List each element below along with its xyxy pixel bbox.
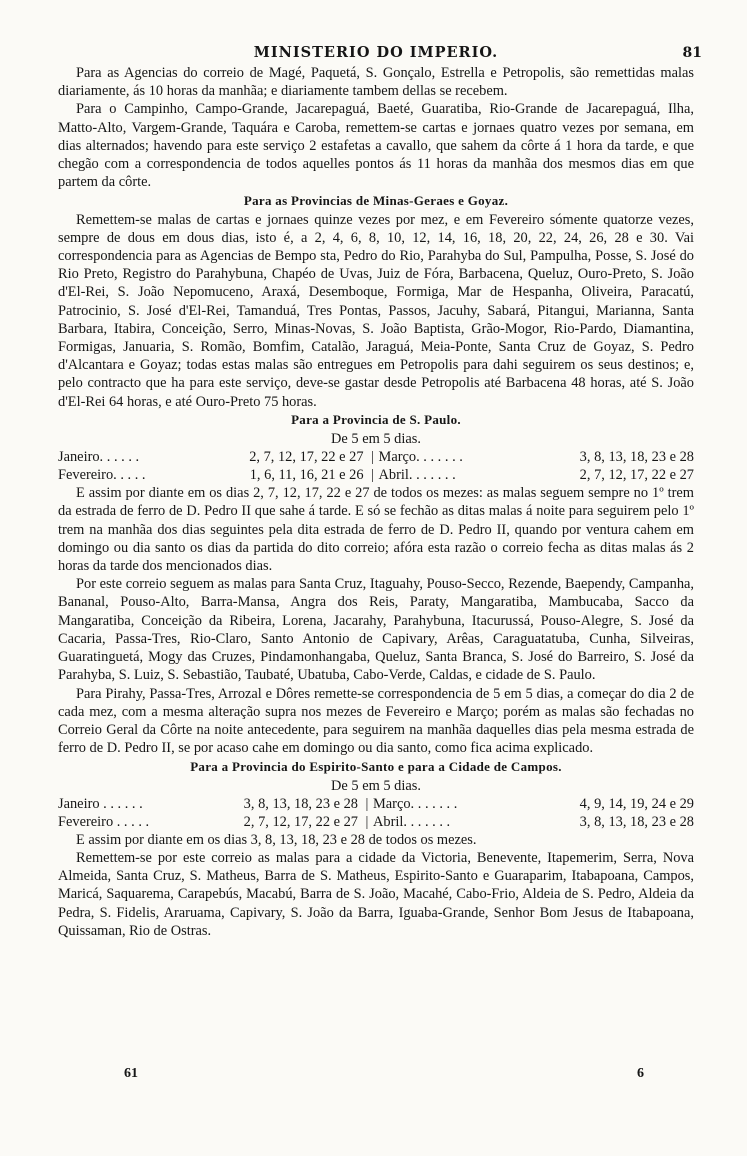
section-heading-minas: Para as Provincias de Minas-Geraes e Goyaz. xyxy=(243,192,509,208)
table-row: Fevereiro . . . . . 2, 7, 12, 17, 22 e 27 | Abril. . . . . . . 3, 8, 13, 18, 23 e 28 xyxy=(58,813,694,830)
section-heading-sao-paulo: Para a Provincia de S. Paulo. xyxy=(291,412,461,428)
table-row: Janeiro . . . . . . 3, 8, 13, 18, 23 e 28 | Março. . . . . . . 4, 9, 14, 19, 24 e 29 xyxy=(58,795,694,812)
paragraph-es-destinations: Remettem-se por este correio as malas para a cidade da Victoria, Benevente, Itapemerim, Serra, Nova Almeida, Santa Cruz, S. Matheus, Barra de S. Matheus, Espirito-Santo e Guaraparim, Itabapoana, Campos, Maricá, Saquarema, Carapebús, Macabú, Barra de S. João, Macahé, Cabo-Frio, Aldeia de S. Pedro, Aldeia da Pedra, S. Fidelis, Araruama, Capivary, S. João da Barra, Iguaba-Grande, Senhor Bom Jesus de Itabapoana, Quissaman, Rio de Ostras. xyxy=(58,849,694,939)
paragraph-campinho: Para o Campinho, Campo-Grande, Jacarepaguá, Baeté, Guaratiba, Rio-Grande de Jacarepaguá, Ilha, Matto-Alto, Vargem-Grande, Taquára e Caroba, remettem-se cartas e jornaes quatro vezes por semana, em dias alternados; havendo para este serviço 2 estafetas a cavallo, que sahem da côrte á 1 hora da tarde, e que chegão com a correspondencia de todos aquelles pontos ás 11 horas da manhãa dos mesmos dias em que partem da côrte. xyxy=(58,101,694,191)
table-row: Janeiro. . . . . . 2, 7, 12, 17, 22 e 27 | Março. . . . . . . 3, 8, 13, 18, 23 e 28 xyxy=(58,449,694,466)
footer-mark: 6 xyxy=(637,1066,644,1081)
table-row: Fevereiro. . . . . 1, 6, 11, 16, 21 e 26 | Abril. . . . . . . 2, 7, 12, 17, 22 e 27 xyxy=(58,467,694,484)
paragraph-sp-destinations: Por este correio seguem as malas para Santa Cruz, Itaguahy, Pouso-Secco, Rezende, Baependy, Campanha, Bananal, Pouso-Alto, Barra-Mansa, Angra dos Reis, Paraty, Mangaratiba, Mambucaba, Sacco da Mangaratiba, Conceição da Ribeira, Lorena, Jacarahy, Parahybuna, Itacurussá, Pouso-Alegre, S. José da Cacaria, Passa-Tres, Rio-Claro, Santo Antonio de Capivary, Arêas, Caraguatatuba, Cunha, Silveiras, Guaratinguetá, Mogy das Cruzes, Pindamonhangaba, Queluz, Santa Branca, S. José do Barreiro, S. José da Parahyba, S. Luiz, S. Sebastião, Taubaté, Ubatuba, Cabo-Verde, Caldas, e cidade de S. Paulo. xyxy=(58,576,694,684)
schedule-caption: De 5 em 5 dias. xyxy=(331,431,421,448)
paragraph-pirahy: Para Pirahy, Passa-Tres, Arrozal e Dôres remette-se correspondencia de 5 em 5 dias, a começar do dia 2 de cada mez, com a mesma alteração supra nos mezes de Fevereiro e Março; porém as malas são fechadas no Correio Geral da Côrte na noite antecedente, para seguirem na manhãa daquelles dias pela mesma estrada de ferro de D. Pedro II, se por acaso cahe em domingo ou dia santo, como fica acima explicado. xyxy=(58,685,694,757)
schedule-caption: De 5 em 5 dias. xyxy=(331,777,421,794)
schedule-table-espirito-santo xyxy=(58,795,694,831)
page-number: 81 xyxy=(682,45,702,61)
running-header xyxy=(58,42,702,64)
section-heading-espirito-santo: Para a Provincia do Espirito-Santo e para a Cidade de Campos. xyxy=(190,758,562,774)
paragraph-agencias: Para as Agencias do correio de Magé, Paquetá, S. Gonçalo, Estrella e Petropolis, são remettidas malas diariamente, ás 10 horas da manhãa; e diariamente tambem dellas se recebem. xyxy=(58,65,694,100)
schedule-table-sao-paulo xyxy=(58,448,694,484)
paragraph-minas: Remettem-se malas de cartas e jornaes quinze vezes por mez, e em Fevereiro sómente quatorze vezes, sempre de dous em dous dias, isto é, a 2, 4, 6, 8, 10, 12, 14, 16, 18, 20, 22, 24, 26, 28 e 30. Vai correspondencia para as Agencias de Bempo sta, Pedro do Rio, Parahyba do Sul, Pampulha, Posse, S. José do Rio Preto, Registro do Parahybuna, Chapéo de Uvas, Juiz de Fóra, Barbacena, Queluz, Ouro-Preto, S. João d'El-Rei, S. João Nepomuceno, Araxá, Desemboque, Formiga, Mar de Hespanha, Oliveira, Paracatú, Patrocinio, S. José d'El-Rei, Tamanduá, Tres Pontas, Passos, Jacuhy, Sabará, Pitangui, Marianna, Santa Barbara, Itabira, Conceição, Serro, Minas-Novas, S. João Baptista, Grão-Mogor, Rio-Pardo, Diamantina, Formigas, Januaria, S. Romão, Bomfim, Catalão, Jaraguá, Meia-Ponte, Santa Cruz de Goyaz, S. Pedro d'Alcantara e Goyaz; todas estas malas são entregues em Petropolis para dahi seguirem os seus destinos; e, pelo contracto que ha para este serviço, deve-se gastar desde Petropolis até Barbacena 48 horas, até S. João d'El-Rei 64 horas, e até Ouro-Preto 75 horas. xyxy=(58,211,694,410)
paragraph-sp-trains: E assim por diante em os dias 2, 7, 12, 17, 22 e 27 de todos os mezes: as malas seguem sempre no 1º trem da estrada de ferro de D. Pedro II que sahe á tarde. E só se fechão as ditas malas á noite para seguirem pelo 1º trem na manhãa dos dias seguintes pela dita estrada de ferro de D. Pedro II, quando por ventura cahem em domingo ou dia santo os dias da partida do dito correio; afóra esta razão o correio fecha as ditas malas ás 2 horas da tarde dos mencionados dias. xyxy=(58,485,694,575)
paragraph-es-dates: E assim por diante em os dias 3, 8, 13, 18, 23 e 28 de todos os mezes. xyxy=(76,831,477,848)
document-page xyxy=(58,42,702,940)
page-title: MINISTERIO DO IMPERIO. xyxy=(253,44,499,61)
signature-mark: 61 xyxy=(124,1066,138,1081)
